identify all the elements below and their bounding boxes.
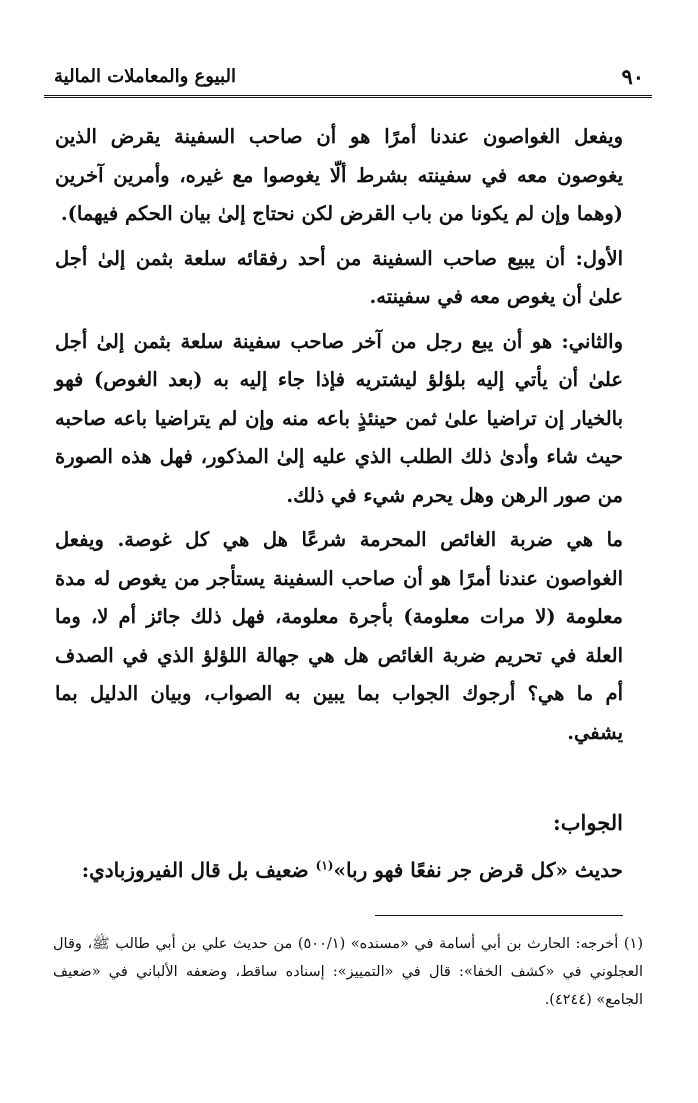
footnote: (١) أخرجه: الحارث بن أبي أسامة في «مسنده» (٥٠٠/١) من حديث علي بن أبي طالب ﷺ، وقال العجلوني في «كشف الخفا»: قال في «التمييز»: إسناده ساقط، وضعفه الألباني في «ضعيف الجامع» (٤٢٤٤). bbox=[53, 936, 643, 1008]
answer-prefix: حديث bbox=[567, 858, 623, 882]
answer-suffix: ضعيف بل قال الفيروزبادي: bbox=[81, 858, 316, 882]
paragraph-question: ما هي ضربة الغائص المحرمة شرعًا هل هي كل غوصة. ويفعل الغواصون عندنا أمرًا هو أن صاحب السفينة يستأجر من يغوص له مدة معلومة (لا مرات معلومة) بأجرة معلومة، فهل ذلك جائز أم لا، وما العلة في تحريم ضربة الغائص هل هي جهالة اللؤلؤ الذي في الصدف أم ما هي؟ أرجوك الجواب بما يبين به الصواب، وبيان الدليل بما يشفي. bbox=[55, 528, 623, 744]
paragraph-first-case: الأول: أن يبيع صاحب السفينة من أحد رفقائه سلعة بثمن إلىٰ أجل علىٰ أن يغوص معه في سفينته. bbox=[55, 246, 623, 308]
header-rule bbox=[44, 95, 652, 98]
footnote-rule bbox=[375, 915, 623, 916]
answer-heading: الجواب: bbox=[553, 810, 623, 835]
page-number: ٩٠ bbox=[621, 64, 644, 89]
footnote-marker: (١) bbox=[315, 858, 334, 873]
running-title: البيوع والمعاملات المالية bbox=[54, 66, 236, 87]
body-text bbox=[55, 118, 623, 758]
answer-line bbox=[55, 858, 623, 882]
paragraph-intro: ويفعل الغواصون عندنا أمرًا هو أن صاحب السفينة يقرض الذين يغوصون معه في سفينته بشرط ألّا يغوصوا مع غيره، وأمرين آخرين (وهما وإن لم يكونا من باب القرض لكن نحتاج إلىٰ بيان الحكم فيهما). bbox=[55, 125, 623, 225]
hadith-quote: «كل قرض جر نفعًا فهو ربا» bbox=[333, 858, 568, 882]
page-header bbox=[44, 64, 652, 94]
paragraph-second-case: والثاني: هو أن يبع رجل من آخر صاحب سفينة سلعة بثمن إلىٰ أجل علىٰ أن يأتي إليه بلؤلؤ ليشتريه فإذا جاء إليه به (بعد الغوص) فهو بالخيار إن تراضيا علىٰ ثمن حينئذٍ باعه منه وإن لم يتراضيا باعه صاحبه حيث شاء وأدىٰ ذلك الطلب الذي عليه إلىٰ المذكور، فهل هذه الصورة من صور الرهن وهل يحرم شيء في ذلك. bbox=[55, 329, 623, 507]
